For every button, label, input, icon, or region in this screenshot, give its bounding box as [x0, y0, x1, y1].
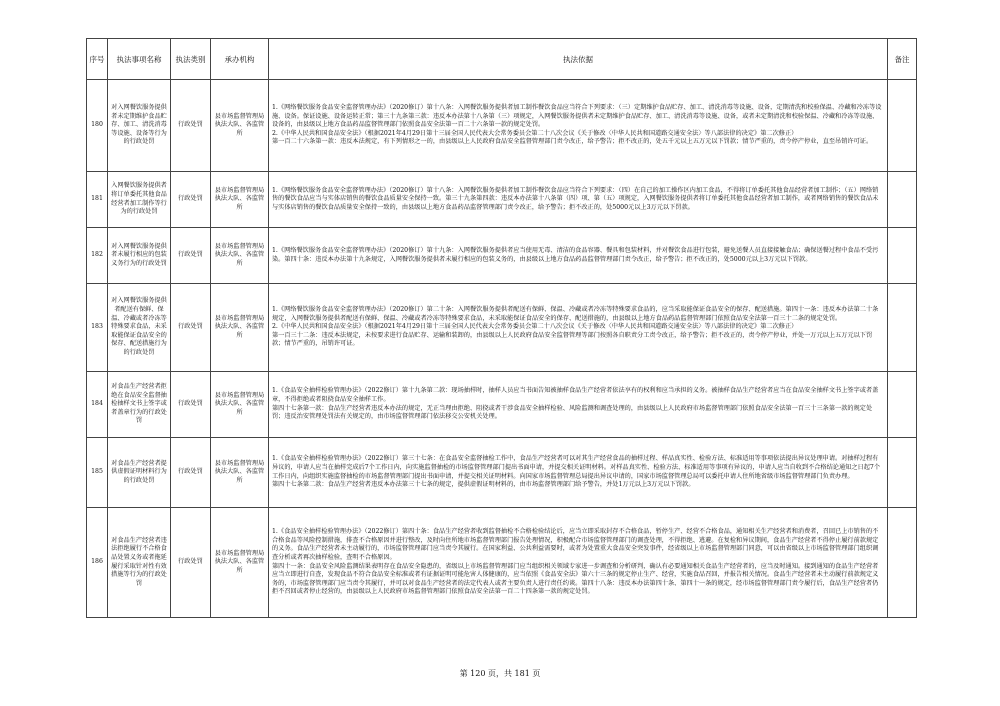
category-cell: 行政处罚 [171, 172, 211, 228]
item-name-cell: 入网餐饮服务提供者将订单委托其他食品经营者加工制作等行为的行政处罚 [108, 172, 171, 228]
agency-cell: 县市场监督管理局执法大队、各监管所 [211, 438, 269, 508]
table-row [87, 172, 917, 228]
row-number-cell: 180 [87, 80, 108, 172]
item-name-cell: 对食品生产经营者拒绝在食品安全监督抽检抽样文书上签字或者盖章行为的行政处罚 [108, 372, 171, 438]
legal-basis-paragraph: 1.《网络餐饮服务食品安全监督管理办法》（2020修订）第二十条：入网餐饮服务提供者配送有保鲜、保温、冷藏或者冷冻等特殊要求食品的，应当采取能保证食品安全的保存、配送措施。第四十一条：违反本办法第二十条规定，入网餐饮服务提供者配送有保鲜、保温、冷藏或者冷冻等特殊要求食品，未采取能保证食品安全的保存、配送措施的，由县级以上地方食品药品监督管理部门依照食品安全法第一百三十二条的规定处罚。 [272, 306, 879, 322]
category-cell: 行政处罚 [171, 284, 211, 372]
legal-basis-paragraph: 1.《食品安全抽样检验管理办法》（2022修订）第三十七条：在食品安全监督抽检工作中，食品生产经营者可以对其生产经营食品的抽样过程、样品真实性、检验方法、标准适用等事项依法提出异议处理申请。对抽样过程有异议的，申请人应当在抽样完成后7个工作日内，向实施监督抽检的市场监督管理部门提出书面申请，并提交相关证明材料。对样品真实性、检验方法、标准适用等事项有异议的，申请人应当自收到不合格结论通知之日起7个工作日内，向组织实施监督抽检的市场监督管理部门提出书面申请，并提交相关证明材料。向国家市场监督管理总局提出异议申请的，国家市场监督管理总局可以委托申请人住所地省级市场监督管理部门负责办理。 [272, 455, 881, 480]
category-cell: 行政处罚 [171, 80, 211, 172]
legal-basis-paragraph: 1.《网络餐饮服务食品安全监督管理办法》（2020修订）第十九条：入网餐饮服务提供者应当使用无毒、清洁的食品容器、餐具和包装材料，并对餐饮食品进行包装，避免送餐人员直接接触食品；确保送餐过程中食品不受污染。第四十条：违反本办法第十九条规定，入网餐饮服务提供者未履行相应的包装义务的，由县级以上地方食品药品监督管理部门责令改正，给予警告；拒不改正的，处5000元以上3万元以下罚款。 [272, 246, 879, 263]
item-name-cell: 对食品生产经营者违法拒绝履行不合格食品处置义务或者拖延履行采取针对性有效措施等行为的行政处罚 [108, 508, 171, 618]
table-body [87, 80, 917, 618]
legal-basis-paragraph: 1.《食品安全抽样检验管理办法》（2022修订）第十九条第二款：现场抽样时，抽样人员应当书面告知被抽样食品生产经营者依法享有的权利和应当承担的义务。被抽样食品生产经营者应当在食品安全抽样文书上签字或者盖章，不得拒绝或者阻挠食品安全抽样工作。 [272, 387, 879, 403]
legal-basis-paragraph: 1.《网络餐饮服务食品安全监督管理办法》（2020修订）第十八条：入网餐饮服务提供者加工制作餐饮食品应当符合下列要求：（四）在自己的加工操作区内加工食品，不得将订单委托其他食品经营者加工制作；（五）网络销售的餐饮食品应当与实体店销售的餐饮食品质量安全保持一致。第三十九条第四款：违反本办法第十八条第（四）项、第（五）项规定，入网餐饮服务提供者将订单委托其他食品经营者加工制作，或者网络销售的餐饮食品未与实体店销售的餐饮食品质量安全保持一致的，由县级以上地方食品药品监督管理部门责令改正，给予警告；拒不改正的，处5000元以上3万元以下罚款。 [272, 186, 879, 211]
remark-cell [888, 372, 917, 438]
header-cell-agency: 承办机构 [211, 39, 269, 80]
table-row [87, 228, 917, 284]
table-row [87, 80, 917, 172]
agency-cell: 县市场监督管理局执法大队、各监管所 [211, 284, 269, 372]
item-name-cell: 对食品生产经营者提供虚假证明材料行为的行政处罚 [108, 438, 171, 508]
legal-basis-paragraph: 第四十七条第二款：食品生产经营者违反本办法第三十七条的规定，提供虚假证明材料的，由市场监督管理部门给予警告，并处1万元以上3万元以下罚款。 [272, 481, 695, 489]
legal-basis-paragraph: 2.《中华人民共和国食品安全法》（根据2021年4月29日第十三届全国人民代表大会常务委员会第二十八次会议《关于修改〈中华人民共和国道路交通安全法〉等八部法律的决定》第二次修正） [272, 129, 798, 137]
row-number-cell: 182 [87, 228, 108, 284]
header-cell-remark: 备注 [888, 39, 917, 80]
table-row [87, 438, 917, 508]
item-name-cell: 对入网餐饮服务提供者未定期维护食品贮存、加工、清洗消毒等设施、设备等行为的行政处罚 [108, 80, 171, 172]
enforcement-table [86, 38, 917, 618]
header-cell-no: 序号 [87, 39, 108, 80]
header-cell-basis: 执法依据 [269, 39, 888, 80]
row-number-cell: 185 [87, 438, 108, 508]
legal-basis-paragraph: 第四十七条第一款：食品生产经营者违反本办法的规定，无正当理由拒绝、阻挠或者干涉食品安全抽样检验、风险监测和调查处理的，由县级以上人民政府市场监督管理部门依照食品安全法第一百三十三条第一款的规定处罚；违反治安管理处罚法有关规定的，由市场监督管理部门依法移交公安机关处理。 [272, 404, 873, 421]
category-cell: 行政处罚 [171, 372, 211, 438]
legal-basis-cell [269, 508, 888, 618]
legal-basis-paragraph: 1.《网络餐饮服务食品安全监督管理办法》（2020修订）第十八条：入网餐饮服务提供者加工制作餐饮食品应当符合下列要求：（三）定期维护食品贮存、加工、清洗消毒等设施、设备，定期清洗和校验保温、冷藏和冷冻等设施、设备。保证设施、设备运转正常；第三十九条第三款：违反本办法第十八条第（三）项规定，入网餐饮服务提供者未定期维护食品贮存、加工、清洗消毒等设施、设备，或者未定期清洗和校验保温、冷藏和冷冻等设施、设备的，由县级以上地方食品药品监督管理部门依照食品安全法第一百二十六条第一款的规定处罚。 [272, 104, 882, 129]
legal-basis-paragraph: 第四十一条：食品安全风险监测结果表明存在食品安全隐患的，省级以上市场监督管理部门应当组织相关领域专家进一步调查和分析研判，确认有必要通知相关食品生产经营者的，应当及时通知。接到通知的食品生产经营者应当立即进行自查，发现食品不符合食品安全标准或者有证据证明可能危害人体健康的，应当依照《食品安全法》第六十三条的规定停止生产、经营，实施食品召回，并报告相关情况。食品生产经营者未主动履行前款规定义务的，市场监督管理部门应当责令其履行，并可以对食品生产经营者的法定代表人或者主要负责人进行责任约谈。第四十八条：违反本办法第四十条、第四十一条的规定，经市场监督管理部门责令履行后，食品生产经营者仍拒不召回或者停止经营的，由县级以上人民政府市场监督管理部门依照食品安全法第一百二十四条第一款的规定处罚。 [272, 562, 879, 596]
remark-cell [888, 172, 917, 228]
agency-cell: 县市场监督管理局执法大队、各监管所 [211, 228, 269, 284]
row-number-cell: 181 [87, 172, 108, 228]
agency-cell: 县市场监督管理局执法大队、各监管所 [211, 172, 269, 228]
category-cell: 行政处罚 [171, 228, 211, 284]
header-cell-name: 执法事项名称 [108, 39, 171, 80]
legal-basis-paragraph: 第一百二十六条第一款：违反本法规定，有下列情形之一的，由县级以上人民政府食品安全监督管理部门责令改正，给予警告；拒不改正的，处五千元以上五万元以下罚款；情节严重的，责令停产停业，直至吊销许可证。 [272, 138, 873, 146]
table-header [87, 39, 917, 80]
agency-cell: 县市场监督管理局执法大队、各监管所 [211, 80, 269, 172]
item-name-cell: 对入网餐饮服务提供者配送有保鲜、保温、冷藏或者冷冻等特殊要求食品，未采取能保证食品安全的保存、配送措施行为的行政处罚 [108, 284, 171, 372]
agency-cell: 县市场监督管理局执法大队、各监管所 [211, 372, 269, 438]
header-cell-category: 执法类别 [171, 39, 211, 80]
remark-cell [888, 508, 917, 618]
page-footer: 第 120 页，共 181 页 [459, 669, 541, 678]
category-cell: 行政处罚 [171, 508, 211, 618]
table-row [87, 284, 917, 372]
category-cell: 行政处罚 [171, 438, 211, 508]
item-name-cell: 对入网餐饮服务提供者未履行相应的包装义务行为的行政处罚 [108, 228, 171, 284]
row-number-cell: 183 [87, 284, 108, 372]
remark-cell [888, 438, 917, 508]
legal-basis-paragraph: 1.《食品安全抽样检验管理办法》（2022修订）第四十条：食品生产经营者收到监督抽检不合格检验结论后，应当立即采取封存不合格食品，暂停生产、经营不合格食品，通知相关生产经营者和消费者，召回已上市销售的不合格食品等风险控制措施，排查不合格原因并进行整改，及时向住所地市场监督管理部门报告处理情况，积极配合市场监督管理部门的调查处理，不得拒绝、逃避。在复检和异议期间，食品生产经营者不得停止履行前款规定的义务。食品生产经营者未主动履行的，市场监督管理部门应当责令其履行。在国家利益、公共利益需要时，或者为处置重大食品安全突发事件，经省级以上市场监督管理部门同意，可以由省级以上市场监督管理部门组织调查分析或者再次抽样检验，查明不合格原因。 [272, 528, 879, 561]
table-row [87, 372, 917, 438]
legal-basis-cell [269, 80, 888, 172]
legal-basis-paragraph: 第一百三十二条：违反本法规定，未按要求进行食品贮存、运输和装卸的，由县级以上人民政府食品安全监督管理等部门按照各自职责分工责令改正，给予警告；拒不改正的，责令停产停业，并处一万元以上五万元以下罚款；情节严重的，吊销许可证。 [272, 331, 873, 348]
legal-basis-paragraph: 2.《中华人民共和国食品安全法》（根据2021年4月29日第十三届全国人民代表大会常务委员会第二十八次会议《关于修改〈中华人民共和国道路交通安全法〉等八部法律的决定》第二次修正） [272, 323, 798, 331]
remark-cell [888, 284, 917, 372]
remark-cell [888, 228, 917, 284]
legal-basis-cell [269, 438, 888, 508]
legal-basis-cell [269, 372, 888, 438]
row-number-cell: 184 [87, 372, 108, 438]
legal-basis-cell [269, 284, 888, 372]
legal-basis-cell [269, 172, 888, 228]
header-row [87, 39, 917, 80]
table-row [87, 508, 917, 618]
row-number-cell: 186 [87, 508, 108, 618]
legal-basis-cell [269, 228, 888, 284]
remark-cell [888, 80, 917, 172]
agency-cell: 县市场监督管理局执法大队、各监管所 [211, 508, 269, 618]
